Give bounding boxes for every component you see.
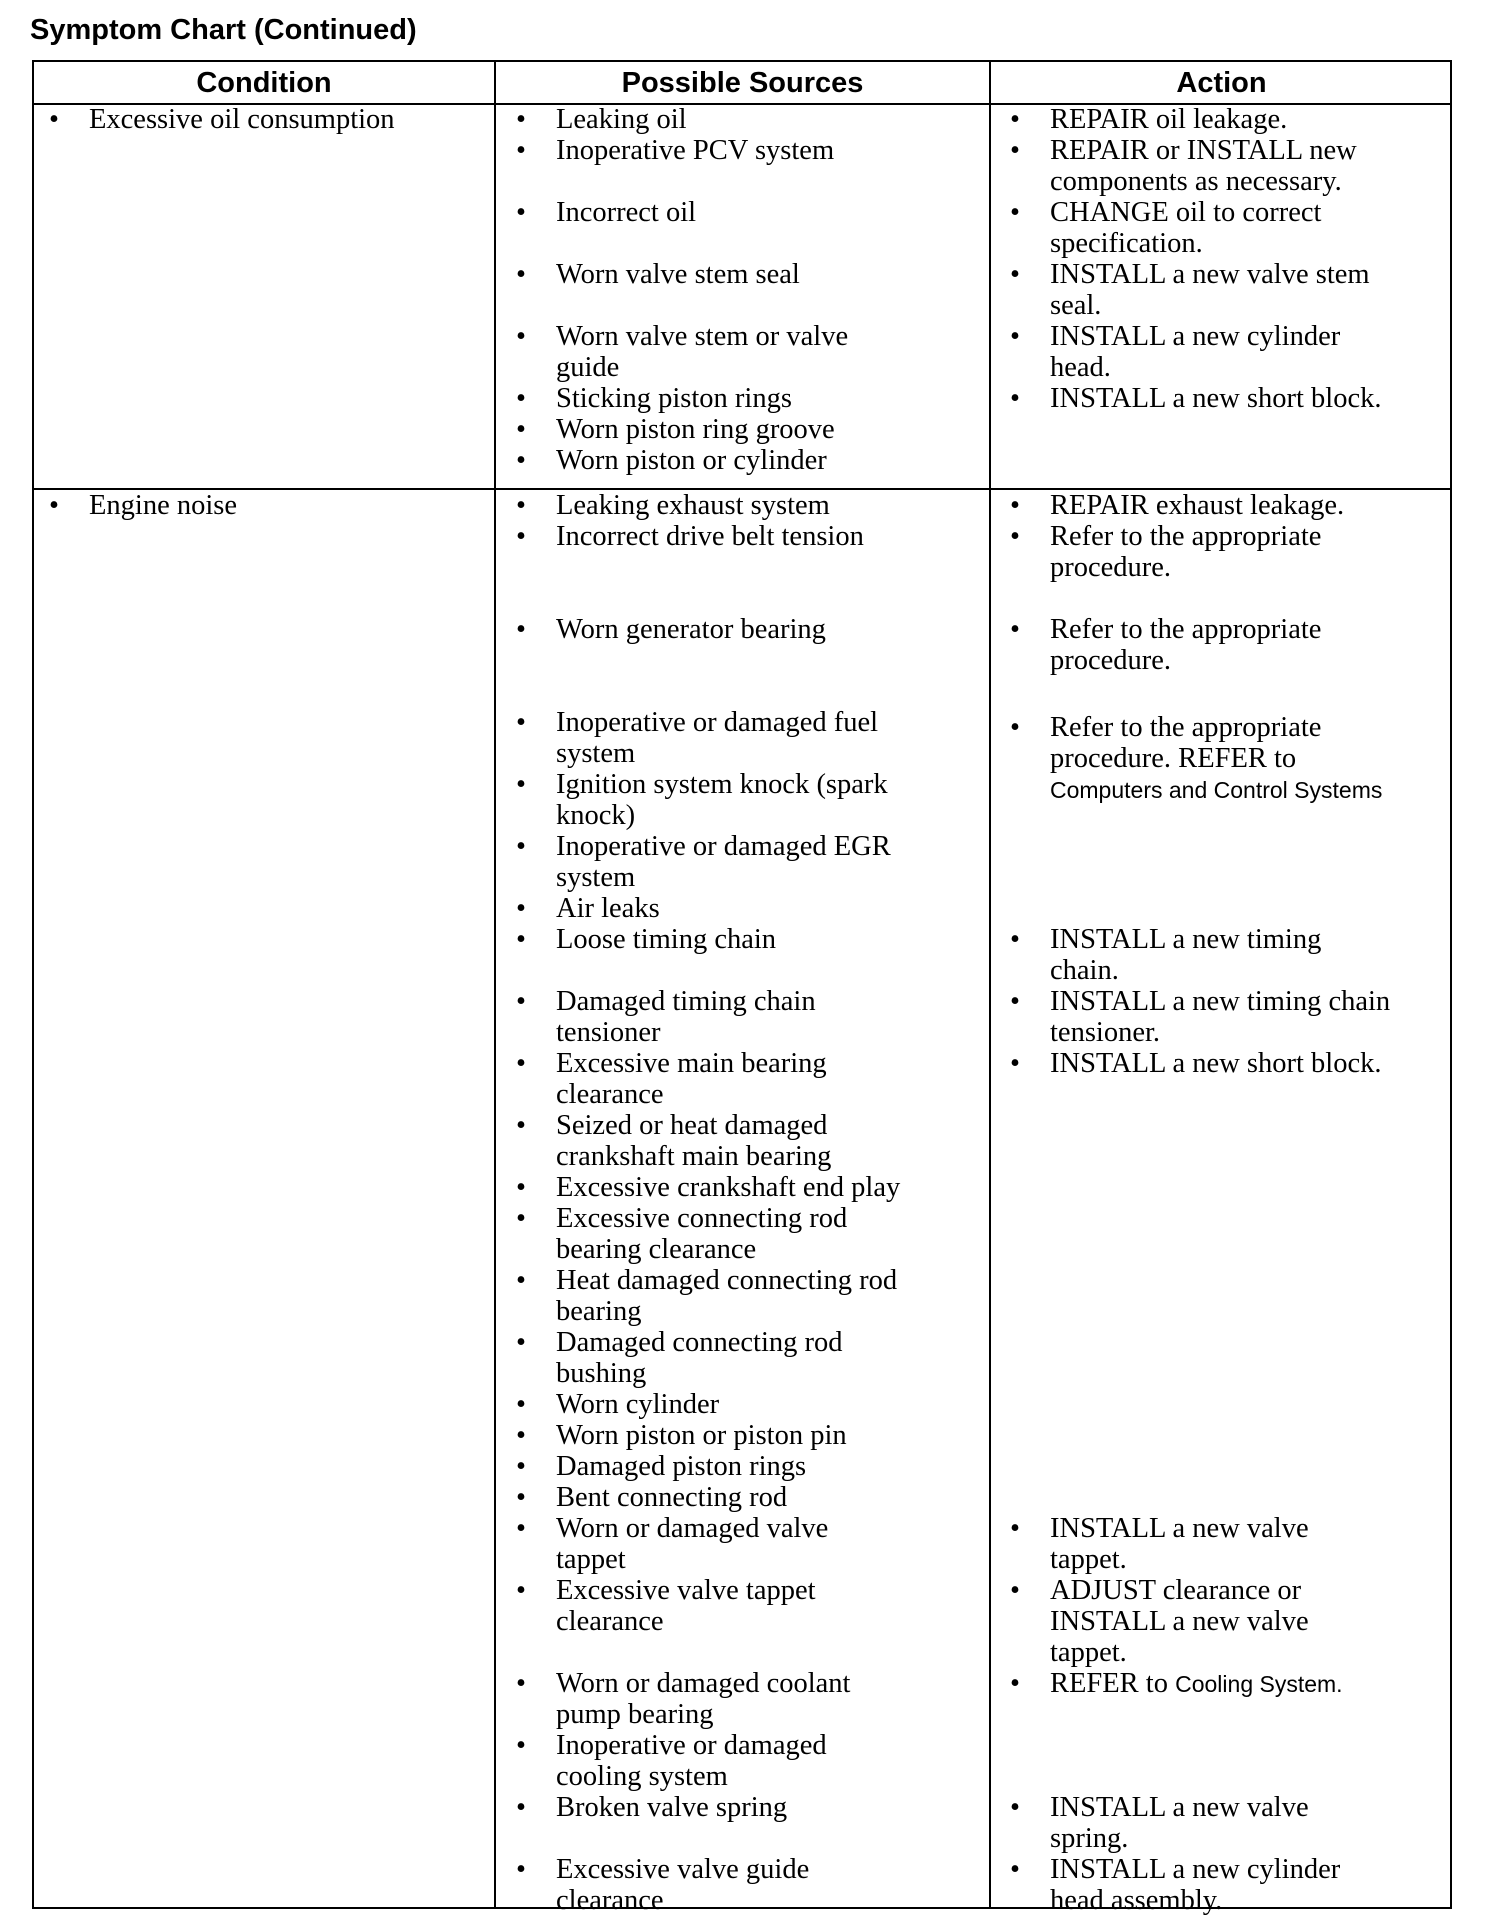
bullet-icon: • [49, 104, 59, 135]
source-item: • Inoperative PCV system [516, 135, 835, 166]
bullet-icon: • [516, 1203, 526, 1234]
bullet-icon: • [1010, 197, 1020, 228]
source-item: • Bent connecting rod [516, 1482, 788, 1513]
source-item: • Incorrect drive belt tension [516, 521, 864, 552]
bullet-icon: • [516, 490, 526, 521]
bullet-icon: • [516, 893, 526, 924]
source-item: • Damaged connecting rod bushing [516, 1327, 843, 1389]
bullet-icon: • [516, 1420, 526, 1451]
action-item: • INSTALL a new cylinder head. [1010, 321, 1341, 383]
source-item: • Sticking piston rings [516, 383, 792, 414]
source-item: • Worn generator bearing [516, 614, 826, 645]
bullet-icon: • [49, 490, 59, 521]
action-item: • INSTALL a new short block. [1010, 1048, 1382, 1079]
bullet-icon: • [516, 321, 526, 352]
bullet-icon: • [516, 1668, 526, 1699]
bullet-icon: • [1010, 712, 1020, 743]
action-item: • INSTALL a new timing chain. [1010, 924, 1322, 986]
source-item: • Inoperative or damaged cooling system [516, 1730, 827, 1792]
bullet-icon: • [516, 1327, 526, 1358]
bullet-icon: • [516, 614, 526, 645]
action-item: • Refer to the appropriate procedure. [1010, 521, 1322, 583]
bullet-icon: • [1010, 1668, 1020, 1699]
source-item: • Incorrect oil [516, 197, 697, 228]
source-item: • Excessive main bearing clearance [516, 1048, 827, 1110]
source-item: • Broken valve spring [516, 1792, 788, 1823]
action-item: • REPAIR exhaust leakage. [1010, 490, 1345, 521]
source-item: • Worn valve stem or valve guide [516, 321, 849, 383]
action-item: • INSTALL a new valve tappet. [1010, 1513, 1309, 1575]
bullet-icon: • [516, 197, 526, 228]
bullet-icon: • [516, 1513, 526, 1544]
condition-item: • Excessive oil consumption [49, 104, 395, 135]
bullet-icon: • [516, 1110, 526, 1141]
source-item: • Excessive valve tappet clearance [516, 1575, 816, 1637]
action-item: • INSTALL a new short block. [1010, 383, 1382, 414]
bullet-icon: • [516, 1389, 526, 1420]
source-item: • Leaking exhaust system [516, 490, 830, 521]
symptom-chart-table [32, 60, 1452, 1916]
source-item: • Worn or damaged coolant pump bearing [516, 1668, 851, 1730]
source-item: • Worn piston or piston pin [516, 1420, 847, 1451]
action-item: • INSTALL a new valve spring. [1010, 1792, 1309, 1854]
source-item: • Excessive connecting rod bearing clearance [516, 1203, 848, 1265]
column-divider [989, 62, 991, 1907]
source-item: • Worn or damaged valve tappet [516, 1513, 829, 1575]
source-item: • Worn piston ring groove [516, 414, 835, 445]
bullet-icon: • [516, 1265, 526, 1296]
bullet-icon: • [516, 383, 526, 414]
action-item: • ADJUST clearance or INSTALL a new valve tappet. [1010, 1575, 1309, 1668]
bullet-icon: • [516, 135, 526, 166]
bullet-icon: • [516, 769, 526, 800]
source-item: • Ignition system knock (spark knock) [516, 769, 888, 831]
bullet-icon: • [516, 259, 526, 290]
bullet-icon: • [516, 1482, 526, 1513]
bullet-icon: • [1010, 521, 1020, 552]
bullet-icon: • [516, 986, 526, 1017]
source-item: • Air leaks [516, 893, 660, 924]
bullet-icon: • [516, 707, 526, 738]
bullet-icon: • [1010, 259, 1020, 290]
header-action: Action [1176, 67, 1267, 99]
action-item: • REPAIR oil leakage. [1010, 104, 1288, 135]
action-item: • REFER to Cooling System. [1010, 1668, 1343, 1699]
header-possible-sources: Possible Sources [621, 67, 864, 99]
source-item: • Seized or heat damaged crankshaft main bearing [516, 1110, 832, 1172]
bullet-icon: • [1010, 614, 1020, 645]
bullet-icon: • [1010, 986, 1020, 1017]
bullet-icon: • [1010, 1575, 1020, 1606]
bullet-icon: • [1010, 490, 1020, 521]
condition-item: • Engine noise [49, 490, 238, 521]
bullet-icon: • [1010, 1854, 1020, 1885]
bullet-icon: • [1010, 321, 1020, 352]
bullet-icon: • [1010, 104, 1020, 135]
source-item: • Heat damaged connecting rod bearing [516, 1265, 898, 1327]
bullet-icon: • [1010, 383, 1020, 414]
bullet-icon: • [1010, 1513, 1020, 1544]
bullet-icon: • [1010, 924, 1020, 955]
source-item: • Excessive valve guide clearance [516, 1854, 810, 1916]
bullet-icon: • [516, 1575, 526, 1606]
bullet-icon: • [1010, 1792, 1020, 1823]
action-item: • INSTALL a new valve stem seal. [1010, 259, 1370, 321]
chart-title: Symptom Chart (Continued) [30, 14, 417, 46]
bullet-icon: • [1010, 1048, 1020, 1079]
source-item: • Loose timing chain [516, 924, 777, 955]
bullet-icon: • [516, 1854, 526, 1885]
bullet-icon: • [516, 924, 526, 955]
source-item: • Damaged timing chain tensioner [516, 986, 816, 1048]
bullet-icon: • [516, 445, 526, 476]
bullet-icon: • [516, 521, 526, 552]
action-item: • CHANGE oil to correct specification. [1010, 197, 1322, 259]
action-item: • INSTALL a new timing chain tensioner. [1010, 986, 1391, 1048]
source-item: • Excessive crankshaft end play [516, 1172, 901, 1203]
source-item: • Inoperative or damaged EGR system [516, 831, 891, 893]
source-item: • Worn valve stem seal [516, 259, 800, 290]
action-item: • REPAIR or INSTALL new components as necessary. [1010, 135, 1357, 197]
source-item: • Damaged piston rings [516, 1451, 807, 1482]
bullet-icon: • [516, 1792, 526, 1823]
source-item: • Leaking oil [516, 104, 687, 135]
column-divider [494, 62, 496, 1907]
source-item: • Worn piston or cylinder [516, 445, 827, 476]
bullet-icon: • [516, 1451, 526, 1482]
bullet-icon: • [516, 1172, 526, 1203]
header-condition: Condition [196, 67, 332, 99]
source-item: • Worn cylinder [516, 1389, 720, 1420]
bullet-icon: • [516, 1048, 526, 1079]
bullet-icon: • [1010, 135, 1020, 166]
source-item: • Inoperative or damaged fuel system [516, 707, 879, 769]
action-item: • Refer to the appropriate procedure. REFER to Computers and Control Systems [1010, 712, 1383, 803]
bullet-icon: • [516, 104, 526, 135]
bullet-icon: • [516, 1730, 526, 1761]
action-item: • Refer to the appropriate procedure. [1010, 614, 1322, 676]
bullet-icon: • [516, 414, 526, 445]
bullet-icon: • [516, 831, 526, 862]
action-item: • INSTALL a new cylinder head assembly. [1010, 1854, 1341, 1916]
